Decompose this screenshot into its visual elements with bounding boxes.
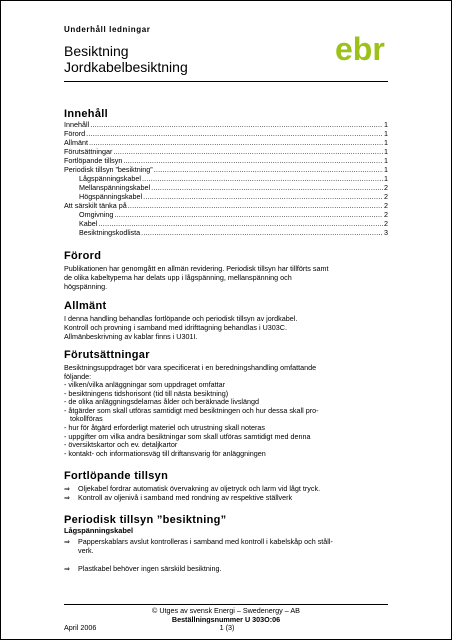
toc-entry-label: Fortlöpande tillsyn bbox=[64, 156, 123, 165]
arrow-icon: ⇒ bbox=[64, 493, 71, 502]
list-item: - åtgärder som skall utföras samtidigt med besiktningen och hur dessa skall pro- bbox=[64, 405, 319, 415]
toc-entry-label: Kabel bbox=[79, 219, 98, 228]
toc-entry-page: 1 bbox=[384, 174, 388, 183]
list-item: tokollföras bbox=[70, 414, 103, 424]
text-line: högspänning. bbox=[64, 282, 108, 291]
toc-leader-dots bbox=[114, 210, 383, 219]
section-heading: Allmänt bbox=[64, 300, 107, 312]
toc-leader-dots bbox=[141, 228, 383, 237]
list-item: - kontakt- och informationsväg till driftansvarig för anläggningen bbox=[64, 448, 266, 458]
toc-entry-page: 3 bbox=[384, 228, 388, 237]
section-periodisk bbox=[64, 514, 388, 573]
list-item-text: Kontroll av oljenivå i samband med rondning av respektive ställverk bbox=[78, 493, 293, 502]
page-title: Besiktning bbox=[64, 43, 129, 59]
text-line: Allmänbeskrivning av kablar finns i U301I. bbox=[64, 332, 198, 341]
toc-entry[interactable] bbox=[64, 174, 388, 183]
toc-heading: Innehåll bbox=[64, 108, 108, 120]
text-line: de olika kabeltyperna har delats upp i lågspänning, mellanspänning och bbox=[64, 273, 292, 282]
section-allmant bbox=[64, 300, 388, 341]
toc-entry[interactable] bbox=[64, 138, 388, 147]
section-intro bbox=[64, 363, 388, 381]
toc-entry-page: 1 bbox=[384, 129, 388, 138]
list-item-text: Papperskablars avslut kontrolleras i samband med kontroll i kabelskåp och ståll- verk. bbox=[78, 537, 333, 555]
toc-entry-label: Allmänt bbox=[64, 138, 88, 147]
section-fortlopande bbox=[64, 470, 388, 502]
toc-entry-page: 2 bbox=[384, 210, 388, 219]
toc-entry[interactable] bbox=[64, 210, 388, 219]
toc-entry[interactable] bbox=[64, 165, 388, 174]
section-forutsattningar bbox=[64, 349, 388, 458]
toc-leader-dots bbox=[90, 120, 383, 129]
toc-entry[interactable] bbox=[64, 192, 388, 201]
arrow-list bbox=[64, 484, 388, 502]
toc-leader-dots bbox=[142, 174, 383, 183]
toc-entry-label: Innehåll bbox=[64, 120, 90, 129]
toc-entry-page: 2 bbox=[384, 219, 388, 228]
toc-leader-dots bbox=[89, 138, 383, 147]
page-number: 1 (3) bbox=[219, 623, 235, 632]
ebr-logo-text: ebr bbox=[335, 33, 385, 67]
section-body bbox=[64, 264, 388, 291]
toc-entry[interactable] bbox=[64, 147, 388, 156]
toc-entry[interactable] bbox=[64, 201, 388, 210]
section-heading: Periodisk tillsyn ”besiktning” bbox=[64, 514, 227, 526]
toc-entry-label: Mellanspänningskabel bbox=[79, 183, 151, 192]
toc-entry-page: 1 bbox=[384, 138, 388, 147]
header-divider bbox=[64, 81, 388, 82]
toc-entry-page: 1 bbox=[384, 147, 388, 156]
toc-leader-dots bbox=[123, 156, 383, 165]
list-item: - de olika anläggningsdelarnas ålder och beräknade livslängd bbox=[64, 397, 259, 407]
list-item: - uppgifter om vilka andra besiktningar som skall utföras samtidigt med denna bbox=[64, 431, 311, 441]
toc-entry-label: Högspänningskabel bbox=[79, 192, 143, 201]
toc-entry[interactable] bbox=[64, 183, 388, 192]
toc-entry[interactable] bbox=[64, 219, 388, 228]
text-line: Publikationen har genomgått en allmän revidering. Periodisk tillsyn har tillförts samt bbox=[64, 264, 329, 273]
toc-entry[interactable] bbox=[64, 129, 388, 138]
arrow-icon: ⇒ bbox=[64, 484, 71, 493]
list-item: - besiktningens tidshorisont (tid till nästa besiktning) bbox=[64, 388, 229, 398]
ebr-logo bbox=[335, 33, 389, 67]
section-heading: Förord bbox=[64, 250, 102, 262]
list-item bbox=[64, 484, 388, 493]
list-item bbox=[64, 493, 388, 502]
toc-entry[interactable] bbox=[64, 228, 388, 237]
toc-entry-page: 2 bbox=[384, 192, 388, 201]
toc-entry-label: Förutsättningar bbox=[64, 147, 113, 156]
toc-entry-page: 1 bbox=[384, 156, 388, 165]
arrow-icon: ⇒ bbox=[64, 537, 71, 546]
series-title: Underhåll ledningar bbox=[64, 25, 151, 34]
toc-leader-dots bbox=[143, 192, 383, 201]
section-heading: Förutsättningar bbox=[64, 349, 150, 361]
section-heading: Fortlöpande tillsyn bbox=[64, 470, 169, 482]
list-item bbox=[64, 564, 388, 573]
toc-entry-page: 1 bbox=[384, 165, 388, 174]
toc-entry-page: 2 bbox=[384, 183, 388, 192]
list-item bbox=[64, 537, 388, 555]
toc-entry-page: 2 bbox=[384, 201, 388, 210]
footer-divider bbox=[64, 604, 388, 605]
list-item: - hur för åtgärd erforderligt materiel och utrustning skall noteras bbox=[64, 422, 265, 432]
section-forord bbox=[64, 250, 388, 291]
toc-leader-dots bbox=[128, 201, 383, 210]
text-line: Kontroll och provning i samband med idrifttagning behandlas i U303C. bbox=[64, 323, 287, 332]
footer-publisher: © Utges av svensk Energi – Swedenergy – AB bbox=[152, 606, 300, 615]
list-item: - översiktskartor och ev. detaljkartor bbox=[64, 440, 178, 450]
toc-entry-label: Lågspänningskabel bbox=[79, 174, 141, 183]
toc-leader-dots bbox=[86, 129, 383, 138]
toc-entry[interactable] bbox=[64, 120, 388, 129]
section-body bbox=[64, 314, 388, 341]
text-line: följande: bbox=[64, 372, 92, 381]
footer-order-number: Beställningsnummer U 303O:06 bbox=[171, 615, 281, 624]
footer-date: April 2006 bbox=[64, 623, 97, 632]
toc-entry-label: Att särskilt tänka på bbox=[64, 201, 127, 210]
toc-entry-label: Omgivning bbox=[79, 210, 114, 219]
toc-leader-dots bbox=[151, 183, 383, 192]
list-item: - vilken/vilka anläggningar som uppdraget omfattar bbox=[64, 380, 226, 389]
requirements-list bbox=[64, 381, 388, 458]
table-of-contents bbox=[64, 120, 388, 237]
toc-entry-label: Förord bbox=[64, 129, 86, 138]
toc-leader-dots bbox=[113, 147, 383, 156]
list-item-text: Oljekabel fordrar automatisk övervakning av oljetryck och larm vid lågt tryck. bbox=[78, 484, 321, 493]
list-item-text: Plastkabel behöver ingen särskild besiktning. bbox=[78, 564, 222, 573]
arrow-icon: ⇒ bbox=[64, 564, 71, 573]
text-line: I denna handling behandlas fortlöpande och periodisk tillsyn av jordkabel. bbox=[64, 314, 298, 323]
toc-entry[interactable] bbox=[64, 156, 388, 165]
toc-entry-label: Periodisk tillsyn ”besiktning” bbox=[64, 165, 153, 174]
toc-entry-page: 1 bbox=[384, 120, 388, 129]
page-subtitle: Jordkabelbesiktning bbox=[64, 59, 188, 75]
toc-leader-dots bbox=[98, 219, 383, 228]
toc-entry-label: Besiktningskodlista bbox=[79, 228, 141, 237]
subsection-heading: Lågspänningskabel bbox=[64, 526, 133, 535]
toc-leader-dots bbox=[154, 165, 383, 174]
text-line: Besiktningsuppdraget bör vara specificerat i en beredningshandling omfattande bbox=[64, 363, 317, 372]
